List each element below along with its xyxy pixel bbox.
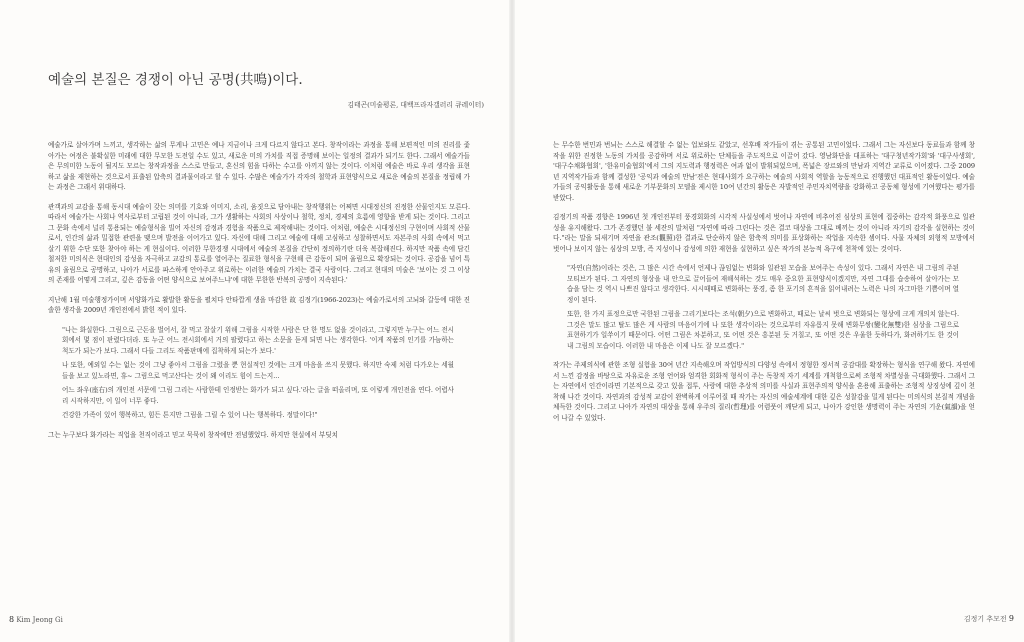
left-column bbox=[48, 140, 470, 618]
gutter-shadow bbox=[509, 0, 515, 642]
paragraph: 작가는 주제의식에 관한 조형 실험을 30여 년간 지속해오며 작업방식의 다양성 속에서 정형한 정서적 공감대를 확장하는 형식을 연구해 왔다. 자연에서 느낀 감정을 바탕으로 자유로운 조형 언어와 엄격한 회화적 형식이 주는 독창적 자기 세계를 개척함으로써 조형적 차별성을 극대화했다. 그래서 그는 자연에서 인간이라면 기본적으로 갖고 있을 접투, 사랑에 대한 추상적 의미를 사실과 표현주의적 양식을 혼용해 표출하는 조형적 상징성에 깊이 천착해 나간 것이다. 자연과의 감성적 교감이 완벽하게 이루어질 때 작가는 자신의 예술세계에 대한 깊은 성찰감을 밀게 된다는 미의식의 본질적 개념을 체득한 것이다. 그리고 나아가 자연의 대상을 통해 우주의 질리(哲理)를 어렴풋이 깨닫게 되고, 나아가 강인한 생명력이 주는 자연의 기운(氣韻)을 얻어 나갈 수 있었다. bbox=[553, 361, 975, 422]
folio-label: Kim Jeong Gi bbox=[16, 616, 63, 624]
article-title: 예술의 본질은 경쟁이 아닌 공명(共鳴)이다. bbox=[48, 72, 303, 88]
paragraph: 예술가로 살아가며 느끼고, 생각하는 삶의 무게나 고민은 예나 지금이나 크게 다르지 않다고 본다. 창작이라는 과정을 통해 보편적인 미의 진리를 좇아가는 여정은 불확실한 미래에 대한 무모한 도전일 수도 있고, 새로운 미의 가치를 직접 증명해 보이는 일정의 결과가 되기도 한다. 그래서 예술가들은 무의미한 노동이 될지도 모르는 창작과정을 스스로 만들고, 혼신의 힘을 다하는 수고를 아끼지 않는 것이다. 이처럼 예술은 바로 우리 생각을 표현하고 삶을 재현하는 것으로서 표출된 압축의 결과물이라고 할 수 있다. 수많은 예술가가 각자의 철학과 표현양식으로 새로운 예술의 본질을 정립해 가는 과정은 그래서 위대하다. bbox=[48, 141, 470, 191]
quote-block bbox=[48, 325, 470, 421]
right-column bbox=[553, 140, 975, 618]
paragraph: 그는 누구보다 화가라는 직업을 천직이라고 믿고 묵묵히 창작에만 전념했었다. 하지만 현실에서 부딪치 bbox=[48, 430, 338, 439]
paragraph: 는 무수한 번민과 번뇌는 스스로 해결할 수 없는 업보와도 같았고, 선후배 작가들이 겪는 공통된 고민이었다. 그래서 그는 자신보다 동료들과 함께 창작을 위한 진정한 노동의 가치를 공감하며 서로 위로하는 단체들을 주도적으로 이끌어 갔다. 영남화단을 대표하는 '대구청년작가회'와 '대구사생회', '대구수채화협회', '한유미술협회'에서 그의 지도력과 행정력은 여과 없이 발휘되었으며, 폭넓은 장르와의 만남과 지역간 교류로 이어졌다. 그중 2009년 지역작가들과 함께 결성한 '공익과 예술의 만남'전은 현대사회가 요구하는 예술의 사회적 역할을 능동적으로 진행했던 대표적인 활동이었다. 예술가들의 공익활동을 통해 새로운 기부문화의 모델을 제시한 10여 년간의 활동은 자발적인 주민자치역량을 강화하고 공동체 형성에 기여했다는 평가를 받았다. bbox=[553, 141, 975, 202]
quote-line: "나는 화실한다. 그림으로 근돈을 벌어서, 잘 먹고 잘살기 위해 그림을 시작한 사람은 단 한 명도 없을 것이라고, 그렇지만 누구는 어느 전시회에서 몇 점이 판렸다더라. 또 누군 어느 전시회에서 거의 팔렸다고 하는 소문을 듣게 되면 나는 생각한다. '이게 작품의 인기를 가늠하는 척도가 되는가 보다. 그래서 다들 그리도 작품판매에 집착하게 되는가 보다.' bbox=[62, 325, 454, 355]
paragraph: 지난해 1월 미술행정가이며 서양화가로 활발한 활동을 펼치다 안타깝게 생을 마감한 故 김정기(1966-2023)는 예술가로서의 고뇌와 갈등에 대한 진솔한 생각을 2009년 개인전에서 밝힌 적이 있다. bbox=[48, 295, 470, 314]
folio-right bbox=[964, 614, 1014, 624]
page-number: 8 bbox=[9, 615, 15, 624]
paragraph: 관객과의 교감을 통해 동시대 예술이 갖는 의미를 기호와 이미지, 소리, 움짓으로 담아내는 창작행위는 어쩌면 시대정신의 진정한 산물인지도 모른다. 따라서 예술가는 사회나 역사로부터 고립된 것이 아니라, 그가 생활하는 사회의 사상이나 철학, 정치, 경제의 흐름에 영향을 받게 되는 것이다. 그리고 그 문화 속에서 널리 통용되는 예술형식을 빌어 자신의 감정과 경험을 작품으로 제작해내는 것이다. 이처럼, 예술은 시대정신의 구현이며 사회적 산물로서, 인간의 삶과 밀접한 관련을 맺으며 발전을 이어가고 있다. 자신에 대해 그리고 예술에 대해 고심하고 성찰하면서도 자본주의 사회 속에서 먹고 살기 위한 수단 또한 찾아야 하는 게 현실이다. 이러한 무한경쟁 시대에서 예술의 본질을 간단히 정의하기란 더욱 복잡해진다. 하지만 작품 속에 담긴 철저한 미의식은 현대인의 감성을 자극하고 교감의 통로를 열어주는 질료한 형식을 구현해 큰 감동이 되며 울림으로 확장되는 것이다. 공감을 넘어 특유의 울림으로 공명하고, 나아가 서로를 파스하게 안아주고 위로하는 이러한 예술의 가치는 결국 사랑이다. 그리고 현대의 미술은 '보이는 것 그 이상의 존재를 어떻게 그리고, 깊은 감동을 어떤 양식으로 보여주느냐'에 대한 무한한 반복의 공명이 지속된다.' bbox=[48, 202, 470, 284]
quote-line: 건강한 가족이 있어 행복하고, 힘든 튼지만 그림을 그릴 수 있어 나는 행복하다. 정말이다!" bbox=[62, 411, 318, 419]
quote-line: 또한, 한 가지 표정으로만 국한된 그림을 그리기보다는 조석(朝夕)으로 변화하고, 때로는 날씨 벗으로 변화되는 형상에 크게 개의치 않는다. 그것은 말도 많고 탈도 많은 게 사람의 마음이기에 나 또한 생각이라는 것으로부터 자유롭지 못해 변화무쌍(變化無雙)한 심상을 그림으로 표현하기가 일쑤이기 때문이다. 어떤 그림은 차분하고, 또 어떤 것은 흥분된 듯 거칠고, 또 어떤 것은 우울한 듯하다가, 화려하기도 한 것이 내 그림의 모습이다. 이러한 내 마음은 이제 나도 잘 모르겠다." bbox=[567, 310, 959, 350]
paragraph: 김정기의 작품 경향은 1996년 첫 개인전부터 풍경회화의 시각적 사실성에서 벗어나 자연에 비추어진 심상의 표현에 집중하는 감각적 화풍으로 일관성을 유지해왔다. 그가 존경했던 불 세잔의 말처럼 "자연에 따라 그린다는 것은 결코 대상을 그대로 베끼는 것이 아니라 자기의 감각을 실현하는 것이다."라는 말을 되새기며 자연을 관조(觀照)한 결과로 단순하지 않은 함축적 의미를 표상화하는 작업을 지속한 셈이다. 사물 자체의 외형적 모방에서 벗어나 보이지 않는 심상의 모방, 즉 지성이나 감성에 의한 재현을 실현하고 싶은 작가의 본능적 욕구에 천착에 있는 것이다. bbox=[553, 213, 975, 253]
folio-label: 김정기 추모전 bbox=[963, 615, 1007, 623]
quote-block bbox=[553, 263, 975, 351]
page-number: 9 bbox=[1008, 614, 1014, 623]
article-byline: 김태곤(미술평론, 대백프라자갤러리 큐레이터) bbox=[347, 101, 484, 109]
quote-line: 어느 좌우(座右)의 개인전 서문에 '그림 그리는 사람한테 인정받는 화가가 되고 싶다.'라는 글을 떠올리며, 또 이렇게 개인전을 연다. 어렵사리 시작하지만, 이 일이 너무 좋다. bbox=[62, 386, 454, 405]
quote-line: 나 또한, 예외일 수는 없는 것이 그냥 좋아서 그림을 그렸을 뿐 현실적인 것에는 크게 마음을 쓰지 못했다. 하지만 숙제 처럼 다가오는 세월들을 보고 있노라면, 휴~ 그림으로 먹고산다는 것이 왜 이리도 힘이 드는지... bbox=[62, 361, 454, 380]
quote-line: "자연(自然)이라는 것은, 그 많은 시간 속에서 언제나 끊임없는 변화와 일관된 모습을 보여주는 속성이 있다. 그래서 자연은 내 그림의 주된 모티브가 된다. 그 자연의 형상을 내 안으로 끌어들여 재해석하는 것도 매우 중요한 표현양식이겠지만, 자연 그대를 습송하여 살아가는 모습을 담는 것 역시 나쁘진 않다고 생각한다. 시시때때로 변화하는 풍경, 좀 한 포기의 흔적을 읽어내려는 노력은 나의 자그마한 기쁨이며 열정이 된다. bbox=[567, 264, 959, 304]
folio-left bbox=[9, 615, 63, 624]
